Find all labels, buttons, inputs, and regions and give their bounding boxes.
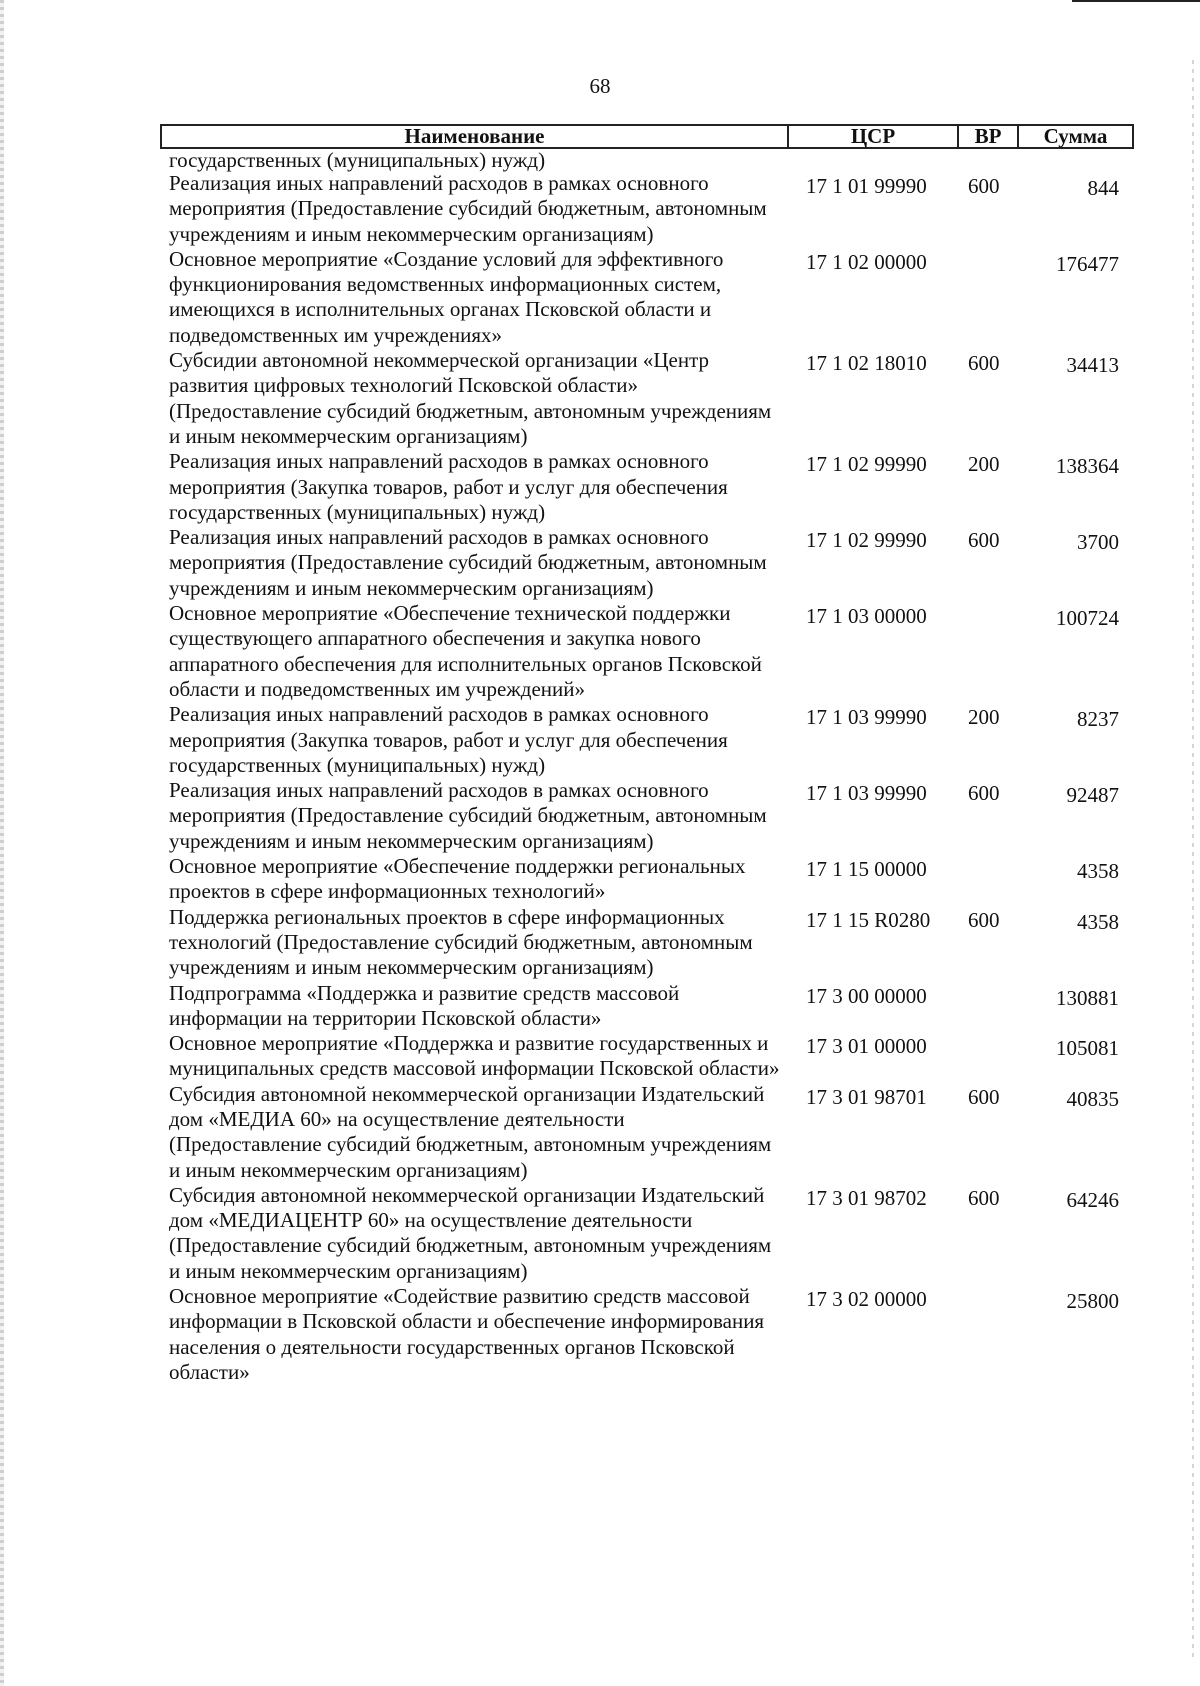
name-cell: Основное мероприятие «Обеспечение поддержки региональных проектов в сфере информационных технологий» [169, 854, 746, 904]
page-number: 68 [589, 74, 611, 98]
table-row [161, 1082, 1133, 1183]
sum-cell: 100724 [1056, 606, 1119, 631]
name-cell: Субсидии автономной некоммерческой организации «Центр развития цифровых технологий Псковской области» (Предоставление субсидий бюджетным, автономным учреждениям и иным некоммерческим организациям) [169, 348, 772, 448]
csr-cell: 17 3 01 00000 [806, 1034, 927, 1059]
name-cell: государственных (муниципальных) нужд) [169, 148, 546, 172]
vr-cell: 600 [968, 174, 1000, 198]
table-row [161, 1284, 1133, 1385]
sum-cell: 92487 [1066, 783, 1119, 808]
name-cell: Основное мероприятие «Поддержка и развитие государственных и муниципальных средств массовой информации Псковской области» [169, 1031, 780, 1081]
sum-cell: 4358 [1077, 859, 1119, 884]
header-name: Наименование [161, 125, 788, 148]
name-cell: Реализация иных направлений расходов в рамках основного мероприятия (Предоставление субсидий бюджетным, автономным учреждениям и иным некоммерческим организациям) [169, 171, 767, 246]
name-cell: Субсидия автономной некоммерческой организации Издательский дом «МЕДИА 60» на осуществление деятельности (Предоставление субсидий бюджетным, автономным учреждениям и иным некоммерческим организациям) [169, 1081, 772, 1182]
vr-cell [958, 981, 1018, 1032]
table-row [161, 702, 1133, 778]
scan-edge-right [1192, 60, 1194, 1660]
table-row [161, 778, 1133, 854]
table-row [161, 449, 1133, 525]
sum-cell: 64246 [1066, 1187, 1119, 1212]
vr-cell [958, 601, 1018, 702]
csr-cell: 17 1 15 R0280 [806, 907, 931, 932]
table-header-row [161, 125, 1133, 148]
header-sum: Сумма [1018, 125, 1133, 148]
vr-cell: 600 [968, 351, 1000, 376]
csr-cell: 17 1 02 00000 [806, 249, 927, 274]
name-cell: Реализация иных направлений расходов в рамках основного мероприятия (Предоставление субсидий бюджетным, автономным учреждениям и иным некоммерческим организациям) [169, 525, 767, 600]
vr-cell: 600 [968, 1185, 1000, 1210]
csr-cell: 17 1 03 99990 [806, 705, 927, 730]
sum-cell: 138364 [1056, 454, 1119, 479]
sum-cell: 8237 [1077, 707, 1119, 732]
sum-cell: 176477 [1056, 251, 1119, 276]
csr-cell: 17 3 01 98702 [806, 1185, 927, 1210]
name-cell: Основное мероприятие «Содействие развитию средств массовой информации в Псковской области и обеспечение информирования населения о деятельности государственных органов Псковской области» [169, 1284, 765, 1384]
table-row [161, 601, 1133, 702]
vr-cell [958, 1031, 1018, 1082]
vr-cell [958, 1284, 1018, 1385]
sum-cell: 844 [1087, 176, 1119, 200]
sum-cell: 130881 [1056, 985, 1119, 1010]
table-row [161, 854, 1133, 905]
csr-cell: 17 3 02 00000 [806, 1287, 927, 1312]
name-cell: Подпрограмма «Поддержка и развитие средств массовой информации на территории Псковской области» [169, 980, 680, 1030]
name-cell: Субсидия автономной некоммерческой организации Издательский дом «МЕДИАЦЕНТР 60» на осуществление деятельности (Предоставление субсидий бюджетным, автономным учреждениям и иным некоммерческим организациям) [169, 1182, 772, 1283]
vr-cell: 600 [968, 907, 1000, 932]
table-row [161, 171, 1133, 247]
csr-cell: 17 3 01 98701 [806, 1084, 927, 1109]
top-rule [1072, 0, 1200, 2]
csr-cell: 17 3 00 00000 [806, 983, 927, 1008]
name-cell: Поддержка региональных проектов в сфере информационных технологий (Предоставление субсидий бюджетным, автономным учреждениям и иным некоммерческим организациям) [169, 904, 753, 980]
name-cell: Основное мероприятие «Создание условий для эффективного функционирования ведомственных информационных систем, имеющихся в исполнительных органах Псковской области и подведомственных им учреждениях» [169, 246, 724, 347]
table-row [161, 981, 1133, 1032]
table-row [161, 1031, 1133, 1082]
table-row [161, 905, 1133, 981]
vr-cell: 200 [968, 452, 1000, 477]
budget-table [160, 124, 1134, 1385]
csr-cell: 17 1 02 99990 [806, 528, 927, 553]
table-row [161, 348, 1133, 449]
vr-cell [958, 854, 1018, 905]
csr-cell: 17 1 03 00000 [806, 604, 927, 629]
header-csr: ЦСР [788, 125, 958, 148]
csr-cell: 17 1 02 18010 [806, 351, 927, 376]
scan-edge-left [0, 0, 4, 1686]
vr-cell: 600 [968, 528, 1000, 553]
vr-cell: 600 [968, 781, 1000, 806]
sum-cell [1018, 148, 1133, 171]
table-row [161, 525, 1133, 601]
csr-cell: 17 1 15 00000 [806, 857, 927, 882]
vr-cell: 600 [968, 1084, 1000, 1109]
sum-cell: 4358 [1077, 909, 1119, 934]
table-body [161, 148, 1133, 1385]
sum-cell: 3700 [1077, 530, 1119, 555]
header-vr: ВР [958, 125, 1018, 148]
vr-cell: 200 [968, 705, 1000, 730]
name-cell: Реализация иных направлений расходов в рамках основного мероприятия (Закупка товаров, работ и услуг для обеспечения государственных (муниципальных) нужд) [169, 702, 728, 777]
sum-cell: 25800 [1066, 1289, 1119, 1314]
csr-cell: 17 1 03 99990 [806, 781, 927, 806]
sum-cell: 105081 [1056, 1036, 1119, 1061]
name-cell: Основное мероприятие «Обеспечение технической поддержки существующего аппаратного обеспечения и закупка нового аппаратного обеспечения для исполнительных органов Псковской области и подведомственных им учреждений» [169, 601, 762, 701]
vr-cell [958, 148, 1018, 171]
csr-cell [788, 148, 958, 171]
table-row [161, 247, 1133, 348]
vr-cell [958, 247, 1018, 348]
csr-cell: 17 1 01 99990 [806, 174, 927, 198]
name-cell: Реализация иных направлений расходов в рамках основного мероприятия (Закупка товаров, работ и услуг для обеспечения государственных (муниципальных) нужд) [169, 449, 728, 524]
csr-cell: 17 1 02 99990 [806, 452, 927, 477]
name-cell: Реализация иных направлений расходов в рамках основного мероприятия (Предоставление субсидий бюджетным, автономным учреждениям и иным некоммерческим организациям) [169, 778, 767, 853]
table-row [161, 148, 1133, 171]
table-row [161, 1183, 1133, 1284]
sum-cell: 34413 [1066, 353, 1119, 378]
sum-cell: 40835 [1066, 1086, 1119, 1111]
